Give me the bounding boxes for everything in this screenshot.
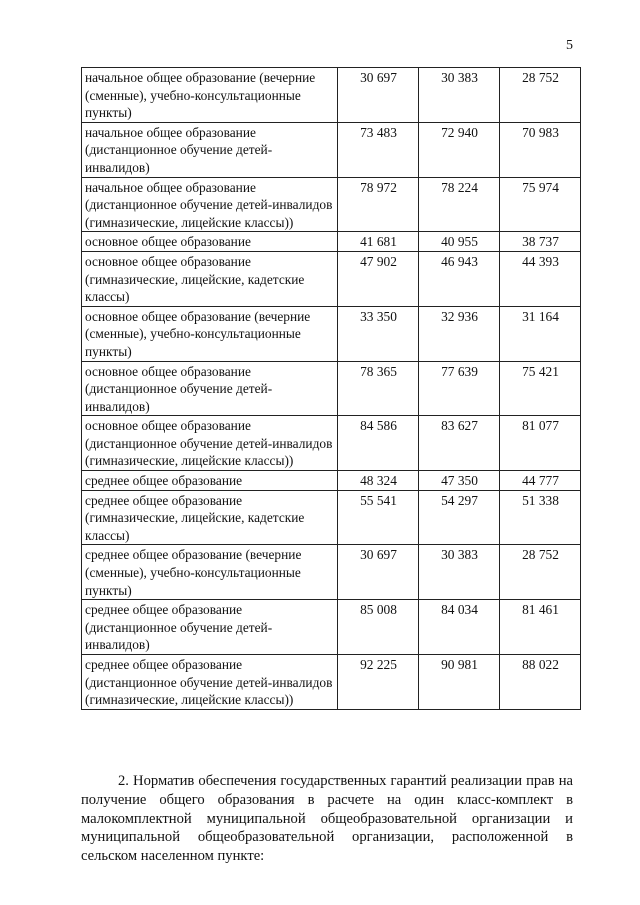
table-row bbox=[82, 416, 581, 471]
education-level-cell: основное общее образование bbox=[82, 232, 338, 252]
education-level-cell: основное общее образование (гимназические, лицейские, кадетские классы) bbox=[82, 251, 338, 306]
table-row bbox=[82, 471, 581, 491]
value-cell-3: 44 777 bbox=[500, 471, 581, 491]
education-level-cell: среднее общее образование (дистанционное обучение детей-инвалидов (гимназические, лицейские классы)) bbox=[82, 655, 338, 710]
value-cell-2: 54 297 bbox=[419, 490, 500, 545]
education-level-cell: начальное общее образование (дистанционное обучение детей-инвалидов (гимназические, лицейские классы)) bbox=[82, 177, 338, 232]
table-row bbox=[82, 600, 581, 655]
table-row bbox=[82, 122, 581, 177]
table-row bbox=[82, 490, 581, 545]
table-row bbox=[82, 177, 581, 232]
education-level-cell: основное общее образование (дистанционное обучение детей-инвалидов (гимназические, лицейские классы)) bbox=[82, 416, 338, 471]
value-cell-1: 73 483 bbox=[338, 122, 419, 177]
value-cell-3: 70 983 bbox=[500, 122, 581, 177]
value-cell-1: 41 681 bbox=[338, 232, 419, 252]
value-cell-2: 30 383 bbox=[419, 68, 500, 123]
value-cell-3: 31 164 bbox=[500, 306, 581, 361]
value-cell-2: 83 627 bbox=[419, 416, 500, 471]
value-cell-1: 48 324 bbox=[338, 471, 419, 491]
value-cell-3: 44 393 bbox=[500, 251, 581, 306]
value-cell-1: 78 972 bbox=[338, 177, 419, 232]
value-cell-1: 30 697 bbox=[338, 545, 419, 600]
value-cell-3: 81 077 bbox=[500, 416, 581, 471]
value-cell-2: 30 383 bbox=[419, 545, 500, 600]
value-cell-2: 46 943 bbox=[419, 251, 500, 306]
table-row bbox=[82, 655, 581, 710]
value-cell-2: 90 981 bbox=[419, 655, 500, 710]
value-cell-2: 32 936 bbox=[419, 306, 500, 361]
value-cell-2: 47 350 bbox=[419, 471, 500, 491]
value-cell-3: 28 752 bbox=[500, 545, 581, 600]
value-cell-1: 30 697 bbox=[338, 68, 419, 123]
value-cell-1: 47 902 bbox=[338, 251, 419, 306]
value-cell-3: 28 752 bbox=[500, 68, 581, 123]
value-cell-1: 78 365 bbox=[338, 361, 419, 416]
table-row bbox=[82, 306, 581, 361]
table-row bbox=[82, 545, 581, 600]
value-cell-3: 75 421 bbox=[500, 361, 581, 416]
value-cell-2: 77 639 bbox=[419, 361, 500, 416]
education-level-cell: среднее общее образование (вечерние (сменные), учебно-консультационные пункты) bbox=[82, 545, 338, 600]
page-number: 5 bbox=[566, 38, 573, 53]
table-row bbox=[82, 68, 581, 123]
table-row bbox=[82, 251, 581, 306]
value-cell-1: 84 586 bbox=[338, 416, 419, 471]
value-cell-3: 51 338 bbox=[500, 490, 581, 545]
education-level-cell: основное общее образование (вечерние (сменные), учебно-консультационные пункты) bbox=[82, 306, 338, 361]
value-cell-1: 85 008 bbox=[338, 600, 419, 655]
table-row bbox=[82, 232, 581, 252]
table-row bbox=[82, 361, 581, 416]
value-cell-2: 78 224 bbox=[419, 177, 500, 232]
value-cell-3: 38 737 bbox=[500, 232, 581, 252]
education-level-cell: среднее общее образование (гимназические, лицейские, кадетские классы) bbox=[82, 490, 338, 545]
value-cell-3: 75 974 bbox=[500, 177, 581, 232]
education-level-cell: основное общее образование (дистанционное обучение детей-инвалидов) bbox=[82, 361, 338, 416]
education-level-cell: среднее общее образование (дистанционное обучение детей-инвалидов) bbox=[82, 600, 338, 655]
value-cell-2: 40 955 bbox=[419, 232, 500, 252]
norms-table bbox=[81, 67, 581, 710]
value-cell-3: 88 022 bbox=[500, 655, 581, 710]
education-level-cell: начальное общее образование (дистанционное обучение детей-инвалидов) bbox=[82, 122, 338, 177]
education-level-cell: начальное общее образование (вечерние (сменные), учебно-консультационные пункты) bbox=[82, 68, 338, 123]
value-cell-1: 33 350 bbox=[338, 306, 419, 361]
paragraph-item-2: 2. Норматив обеспечения государственных гарантий реализации прав на получение общего образования в расчете на один класс-комплект в малокомплектной муниципальной общеобразовательной организации и муниципальной общеобразовательной организации, расположенной в сельском населенном пункте: bbox=[81, 773, 573, 865]
value-cell-1: 92 225 bbox=[338, 655, 419, 710]
value-cell-3: 81 461 bbox=[500, 600, 581, 655]
value-cell-2: 84 034 bbox=[419, 600, 500, 655]
education-level-cell: среднее общее образование bbox=[82, 471, 338, 491]
value-cell-2: 72 940 bbox=[419, 122, 500, 177]
value-cell-1: 55 541 bbox=[338, 490, 419, 545]
norms-table-body bbox=[82, 68, 581, 710]
